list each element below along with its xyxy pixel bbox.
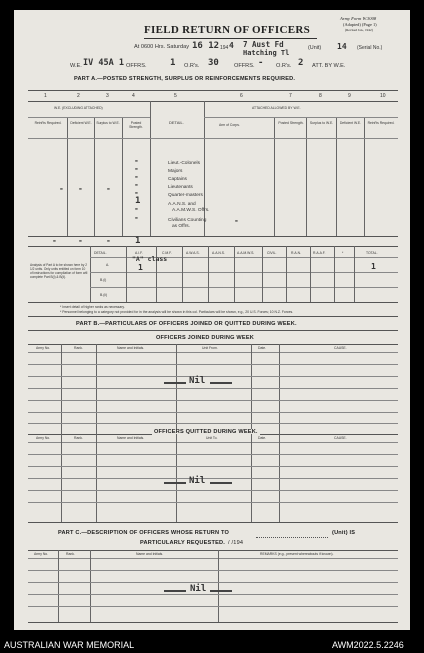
detail-label: DETAIL.	[169, 120, 184, 125]
att-col-posted: Posted Strength.	[278, 121, 304, 125]
col-number-1: 1	[44, 93, 47, 99]
total-posted: 1	[135, 236, 141, 246]
date-handwritten: 16 12	[192, 41, 220, 51]
analysis-row-a: A.	[106, 263, 110, 267]
total-reinf: -	[52, 236, 57, 245]
joined-col-date: Date.	[258, 346, 267, 350]
serial-label: (Serial No.)	[357, 45, 383, 51]
we-group-label: W.E. (EXCLUDING ATTACHED)	[54, 106, 103, 110]
quitted-col-army-no: Army No.	[36, 436, 51, 440]
col-number-6: 6	[240, 93, 243, 99]
part-c-heading-1: PART C.—DESCRIPTION OF OFFICERS WHOSE RETURN TO	[58, 530, 230, 536]
we-handwritten: IV 45A 1	[83, 58, 124, 68]
col-number-2: 2	[77, 93, 80, 99]
class-value-handwritten: 1	[138, 263, 143, 272]
quitted-col-name: Name and Initials.	[117, 436, 145, 440]
col-number-9: 9	[348, 93, 351, 99]
analysis-row-bii: B.(ii)	[100, 293, 107, 297]
part-c-col-army-no: Army No.	[34, 552, 49, 556]
we-col-reinf: Reinf'ts Required.	[34, 121, 62, 125]
archive-id: AWM2022.5.2246	[332, 640, 404, 650]
analysis-col-total: TOTAL.	[366, 251, 378, 255]
joined-col-name: Name and Initials.	[117, 346, 145, 350]
posted-captains: -	[134, 172, 139, 181]
col-number-8: 8	[319, 93, 322, 99]
joined-title: OFFICERS JOINED DURING WEEK	[156, 335, 255, 341]
att-col-reinf: Reinf'ts Required.	[367, 121, 395, 125]
army-form-number: Army Form W.3008	[340, 16, 377, 21]
total-handwritten: 1	[371, 262, 376, 271]
att-col-arm: Arm of Corps.	[219, 123, 240, 127]
col-number-4: 4	[132, 93, 135, 99]
quitted-col-unit-to: Unit To.	[206, 436, 218, 440]
serial-handwritten: 14	[337, 42, 347, 51]
adapted-note: (Adapted) (Page 1)	[343, 22, 377, 27]
part-c-nil: Nil	[190, 584, 207, 594]
analysis-col-aif: A.I.F.	[135, 251, 143, 255]
offrs-label-1: OFFRS.	[126, 63, 147, 69]
revised-note: (Revised Jan., 1942)	[345, 28, 373, 32]
rank-captains: Captains	[168, 177, 187, 182]
rank-aamws: A.A.M.W.S. Offrs.	[172, 208, 210, 213]
offrs-handwritten-2: -	[258, 58, 264, 68]
att-col-surplus: Surplus to W.E.	[309, 121, 334, 125]
joined-col-unit-from: Unit From.	[202, 346, 218, 350]
joined-nil: Nil	[189, 376, 206, 386]
analysis-col-civil: CIVIL.	[267, 251, 277, 255]
rank-civilians: Civilians Counting	[168, 218, 207, 223]
quitted-title: OFFICERS QUITTED DURING WEEK.	[154, 429, 258, 435]
posted-lt-col: -	[134, 156, 139, 165]
quitted-nil: Nil	[189, 476, 206, 486]
rank-lieutenants: Lieutenants	[168, 185, 193, 190]
footnote-1: * Insert detail of higher ranks as necessary.	[60, 305, 125, 309]
att-col-deficient: Deficient W.E.	[339, 121, 362, 125]
col-number-10: 10	[380, 93, 386, 99]
total-surplus: -	[106, 236, 111, 245]
class-handwritten: "A" class	[132, 255, 168, 263]
part-c-col-remarks: REMARKS (e.g., present whereabouts if known).	[260, 552, 334, 556]
archive-label: AUSTRALIAN WAR MEMORIAL	[4, 640, 135, 650]
rank-aans: A.A.N.S. and	[168, 202, 196, 207]
posted-aans: 1	[135, 196, 141, 206]
part-c-date: / /194	[228, 540, 244, 546]
joined-col-cause: CAUSE.	[334, 346, 347, 350]
reinf-dash: -	[59, 184, 64, 193]
ors-label-1: O.R's.	[184, 63, 200, 69]
analysis-col-aamws: A.A.M.W.S.	[237, 251, 255, 255]
at-line: At 0600 Hrs. Saturday	[134, 44, 190, 50]
unit-handwritten-2: Hatching Tl	[243, 49, 290, 57]
posted-civilians: -	[134, 213, 139, 222]
analysis-col-awas: A.W.A.S.	[186, 251, 200, 255]
rank-as-offrs: as Offrs.	[172, 224, 191, 229]
joined-col-army-no: Army No.	[36, 346, 51, 350]
unit-label: (Unit)	[308, 45, 322, 51]
part-c-col-name: Name and Initials.	[136, 552, 164, 556]
part-c-col-rank: Rank.	[66, 552, 75, 556]
offrs-label-2: OFFRS.	[234, 63, 255, 69]
part-c-unit: (Unit) IS	[332, 530, 356, 536]
col-number-5: 5	[174, 93, 177, 99]
ors-handwritten-2: 2	[298, 58, 304, 68]
form-page	[14, 10, 410, 630]
year-prefix: 194	[220, 45, 229, 51]
part-b-heading: PART B.—PARTICULARS OF OFFICERS JOINED OR QUITTED DURING WEEK.	[76, 321, 297, 327]
posted-aamws: -	[134, 204, 139, 213]
quitted-col-cause: CAUSE.	[334, 436, 347, 440]
rank-qm: Quarter-masters	[168, 193, 203, 198]
we-col-surplus: Surplus to W.E.	[96, 121, 120, 125]
posted-lieutenants: -	[134, 180, 139, 189]
col-number-7: 7	[289, 93, 292, 99]
we-col-deficient: Deficient W.E.	[70, 121, 92, 125]
deficient-dash: -	[78, 184, 83, 193]
analysis-col-raaf: R.A.A.F.	[313, 251, 326, 255]
quitted-col-date: Date.	[258, 436, 267, 440]
year-handwritten: 4	[229, 41, 234, 50]
analysis-col-ran: R.A.N.	[291, 251, 301, 255]
analysis-col-star: *	[342, 251, 344, 255]
posted-majors: -	[134, 164, 139, 173]
analysis-note: Analysis of Part A to be shown here by 2 1/2 units. Only units entitled on form 10 of instructions for compilation of form will complete Part B(i) & B(ii).	[30, 263, 88, 279]
joined-col-rank: Rank.	[74, 346, 83, 350]
form-title: FIELD RETURN OF OFFICERS	[144, 24, 311, 36]
we-col-posted: Posted Strength.	[129, 121, 143, 129]
footnote-2: * Personnel belonging to a category not provided for in the analysis will be shown in this col. Particulars will be shown, e.g., 20 U.S. Forces; 10 N.Z. Forces.	[60, 310, 294, 314]
ors-handwritten-1: 30	[208, 58, 219, 68]
analysis-col-aans: A.A.N.S.	[212, 251, 226, 255]
quitted-col-rank: Rank.	[74, 436, 83, 440]
surplus-dash: -	[106, 184, 111, 193]
arm-dash: -	[234, 216, 239, 225]
unit-handwritten-1: 7 Aust Fd	[243, 40, 284, 49]
analysis-row-bi: B.(i)	[100, 278, 107, 282]
ors-label-2: O.R's.	[276, 63, 292, 69]
rank-majors: Majors	[168, 169, 183, 174]
attached-group-label: ATTACHED ALLOWED BY W.E.	[252, 106, 301, 110]
posted-qm: -	[134, 188, 139, 197]
we-label: W.E.	[70, 63, 82, 69]
col-number-3: 3	[106, 93, 109, 99]
part-a-heading: PART A.—POSTED STRENGTH, SURPLUS OR REINFORCEMENTS REQUIRED.	[74, 76, 296, 82]
analysis-col-detail: DETAIL.	[94, 251, 107, 255]
analysis-col-cmf: C.M.F.	[162, 251, 172, 255]
rank-lt-col: Lieut.-Colonels	[168, 161, 200, 166]
part-c-heading-2: PARTICULARLY REQUESTED.	[140, 540, 225, 546]
offrs-handwritten-1: 1	[170, 58, 176, 68]
total-deficient: -	[78, 236, 83, 245]
att-by-we-label: ATT. BY W.E.	[312, 63, 346, 69]
